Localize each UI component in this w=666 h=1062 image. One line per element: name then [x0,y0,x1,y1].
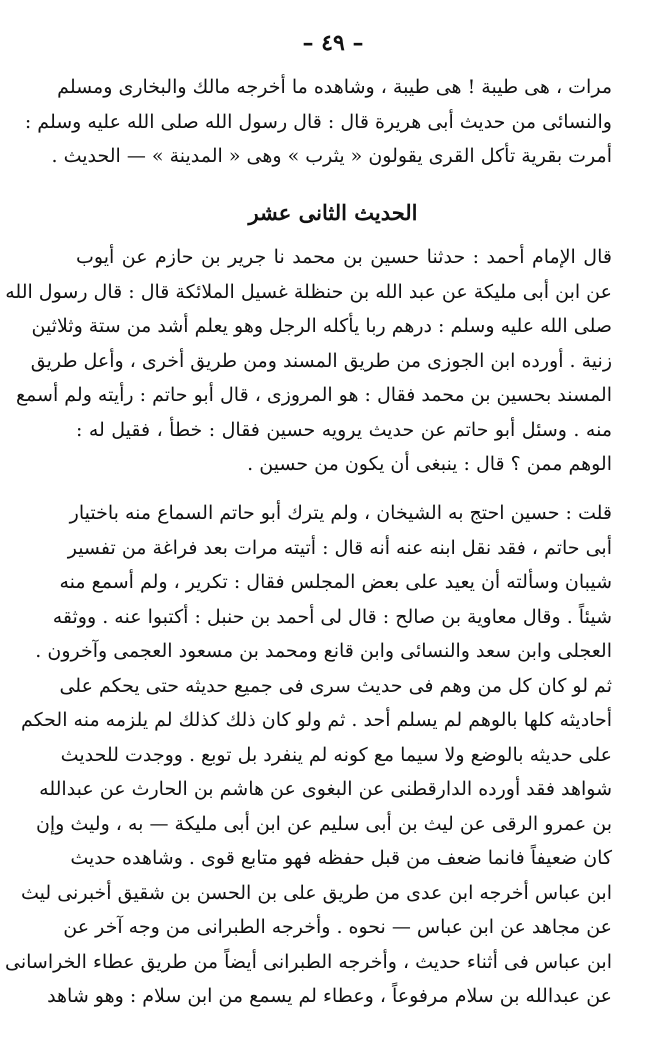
text-line: والنسائى من حديث أبى هريرة قال : قال رسول الله صلى الله عليه وسلم : [24,110,612,133]
text-line: شيئاً . وقال معاوية بن صالح : قال لى أحمد بن حنبل : أكتبوا عنه . ووثقه [52,605,612,628]
text-line: أمرت بقرية تأكل القرى يقولون « يثرب » وهى « المدينة » — الحديث . [51,145,612,167]
text-line: قال الإمام أحمد : حدثنا حسين بن محمد نا جرير بن حازم عن أيوب [76,246,612,268]
text-line: على حديثه بالوضع ولا سيما مع كونه لم ينفرد بل توبع . ووجدت للحديث [60,743,612,766]
text-line: شيبان وسألته أن يعيد على بعض المجلس فقال : تكرير ، ولم أسمع منه [59,571,612,593]
text-line: ابن عباس فى أثناء حديث ، وأخرجه الطبرانى أيضاً من طريق عطاء الخراسانى [5,950,612,973]
paragraph-3 [5,496,612,1014]
text-line: مرات ، هى طيبة ! هى طيبة ، وشاهده ما أخرجه مالك والبخارى ومسلم [57,76,612,98]
text-line: زنية . أورده ابن الجوزى من طريق المسند ومن طريق أخرى ، وأعل طريق [30,349,612,372]
text-line: صلى الله عليه وسلم : درهم ربا يأكله الرجل وهو يعلم أشد من ستة وثلاثين [31,315,612,337]
text-line: عن مجاهد عن ابن عباس — نحوه . وأخرجه الطبرانى من وجه آخر عن [63,916,612,938]
text-line: أحاديثه كلها بالوهم لم يسلم أحد . ثم ولو كان ذلك كذلك لم يلزمه منه الحكم [21,709,612,731]
text-line: قلت : حسين احتج به الشيخان ، ولم يترك أبو حاتم السماع منه باختيار [69,502,612,524]
text-line: ثم لو كان كل من وهم فى حديث سرى فى جميع حديثه حتى يحكم على [59,674,612,697]
paragraph-2 [5,240,612,482]
text-line: كان ضعيفاً فانما ضعف من قبل حفظه فهو متابع قوى . وشاهده حديث [70,847,612,869]
text-line: عن عبدالله بن سلام مرفوعاً ، وعطاء لم يسمع من ابن سلام : وهو شاهد [47,985,612,1007]
text-line: المسند بحسين بن محمد فقال : هو المروزى ، قال أبو حاتم : رأيته ولم أسمع [15,384,612,406]
paragraph-1 [24,70,612,174]
text-line: الوهم ممن ؟ قال : ينبغى أن يكون من حسين . [247,453,612,475]
page-number: – ٤٩ – [302,30,364,56]
text-line: بن عمرو الرقى عن ليث بن أبى سليم عن ابن أبى مليكة — به ، وليث وإن [35,812,612,835]
text-line: منه . وسئل أبو حاتم عن حديث يرويه حسين فقال : خطأ ، فقيل له : [76,418,612,441]
text-line: العجلى وابن سعد والنسائى وابن قانع ومحمد بن مسعود العجمى وآخرون . [35,640,612,662]
text-line: ابن عباس أخرجه ابن عدى من طريق على بن الحسن بن شقيق أخبرنى ليث [21,881,612,904]
text-line: شواهد فقد أورده الدارقطنى عن البغوى عن هاشم بن الحارث عن عبدالله [39,778,612,800]
text-line: أبى حاتم ، فقد نقل ابنه عنه أنه قال : أتيته مرات بعد فراغة من تفسير [67,536,612,559]
section-heading: الحديث الثانى عشر [248,200,418,225]
text-line: عن ابن أبى مليكة عن عبد الله بن حنظلة غسيل الملائكة قال : قال رسول الله [5,280,612,303]
